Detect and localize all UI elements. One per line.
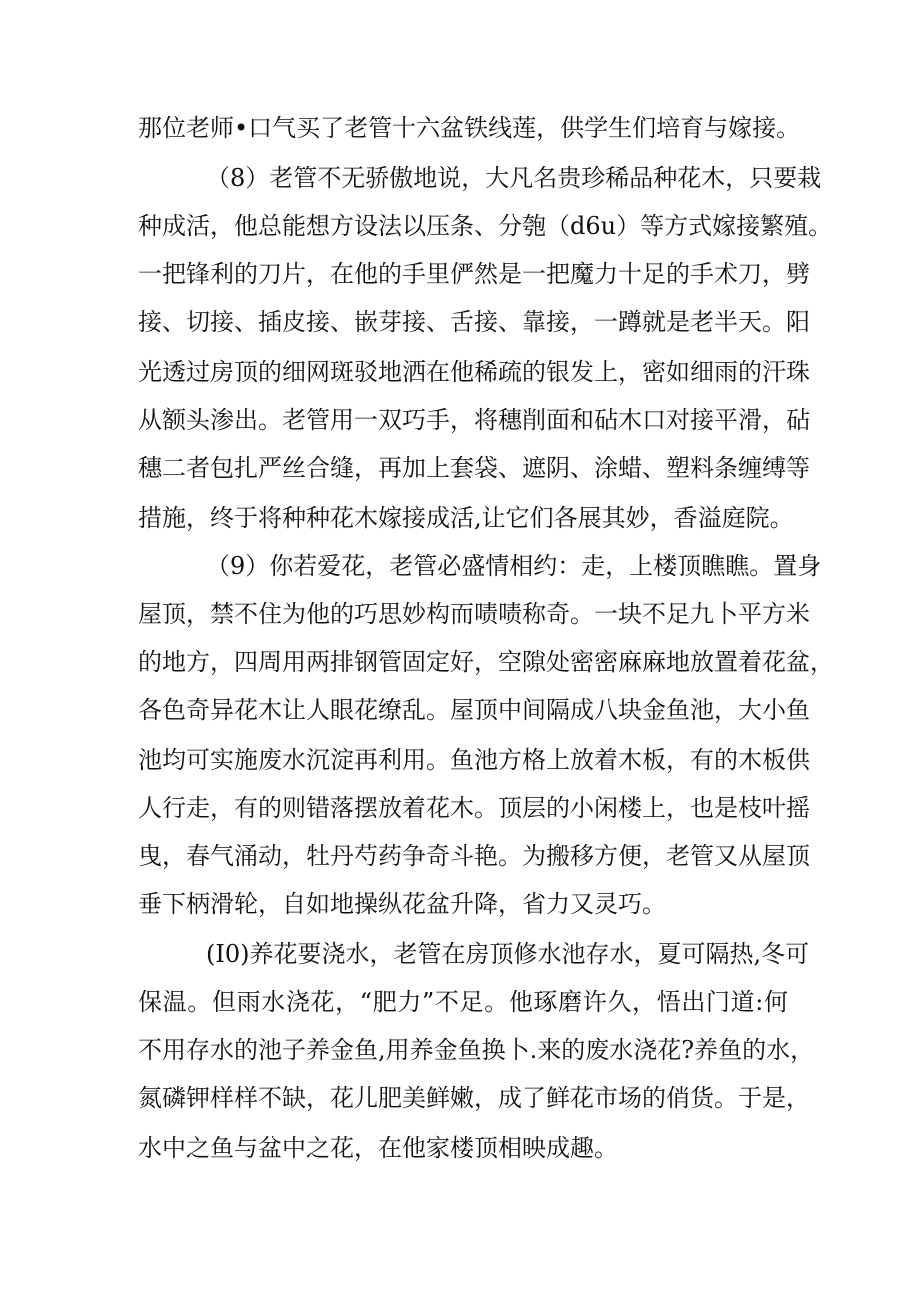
paragraph-10-line-1: (I0)养花要浇水，老管在房顶修水池存水，夏可隔热,冬可: [206, 940, 810, 968]
paragraph-10-line-5: 水中之鱼与盆中之花，在他家楼顶相映成趣。: [138, 1134, 618, 1162]
paragraph-8-line-6: 从额头渗出。老管用一双巧手，将穗削面和砧木口对接平滑，砧: [138, 406, 810, 434]
paragraph-9-line-3: 的地方，四周用两排钢管固定好，空隙处密密麻麻地放置着花盆，: [138, 648, 834, 676]
paragraph-9-line-7: 曳，春气涌动，牡丹芍药争奇斗艳。为搬移方便，老管又从屋顶: [138, 842, 810, 870]
paragraph-8-line-4: 接、切接、插皮接、嵌芽接、舌接、靠接，一蹲就是老半天。阳: [138, 308, 810, 336]
paragraph-9-line-6: 人行走，有的则错落摆放着花木。顶层的小闲楼上，也是枝叶摇: [138, 794, 810, 822]
paragraph-9-line-4: 各色奇异花木让人眼花缭乱。屋顶中间隔成八块金鱼池，大小鱼: [138, 696, 810, 724]
paragraph-8-line-3: 一把锋利的刀片，在他的手里俨然是一把魔力十足的手术刀，劈: [138, 260, 810, 288]
paragraph-8-line-1: （8）老管不无骄傲地说，大凡名贵珍稀品种花木，只要栽: [206, 164, 822, 192]
paragraph-10-line-2: 保温。但雨水浇花，“肥力”不足。他琢磨许久，悟出门道:何: [138, 988, 788, 1016]
paragraph-10-line-4: 氮磷钾样样不缺，花儿肥美鲜嫩，成了鲜花市场的俏货。于是，: [138, 1084, 810, 1112]
paragraph-8-line-7: 穗二者包扎严丝合缝，再加上套袋、遮阴、涂蜡、塑料条缠缚等: [138, 454, 810, 482]
paragraph-10-line-3: 不用存水的池子养金鱼,用养金鱼换卜.来的废水浇花?养鱼的水，: [138, 1036, 815, 1064]
paragraph-9-line-2: 屋顶，禁不住为他的巧思妙构而啧啧称奇。一块不足九卜平方米: [138, 600, 810, 628]
paragraph-9-line-1: （9）你若爱花，老管必盛情相约：走，上楼顶瞧瞧。置身: [206, 552, 822, 580]
paragraph-7-line-1: 那位老师•口气买了老管十六盆铁线莲，供学生们培育与嫁接。: [138, 114, 801, 142]
paragraph-9-line-8: 垂下柄滑轮，自如地操纵花盆升降，省力又灵巧。: [138, 890, 666, 918]
paragraph-8-line-2: 种成活，他总能想方设法以压条、分匏（d6u）等方式嫁接繁殖。: [138, 212, 833, 240]
paragraph-8-line-8: 措施，终于将种种花木嫁接成活,让它们各展其妙，香溢庭院。: [138, 504, 794, 532]
paragraph-8-line-5: 光透过房顶的细网斑驳地洒在他稀疏的银发上，密如细雨的汗珠: [138, 358, 810, 386]
paragraph-9-line-5: 池均可实施废水沉淀再利用。鱼池方格上放着木板，有的木板供: [138, 746, 810, 774]
